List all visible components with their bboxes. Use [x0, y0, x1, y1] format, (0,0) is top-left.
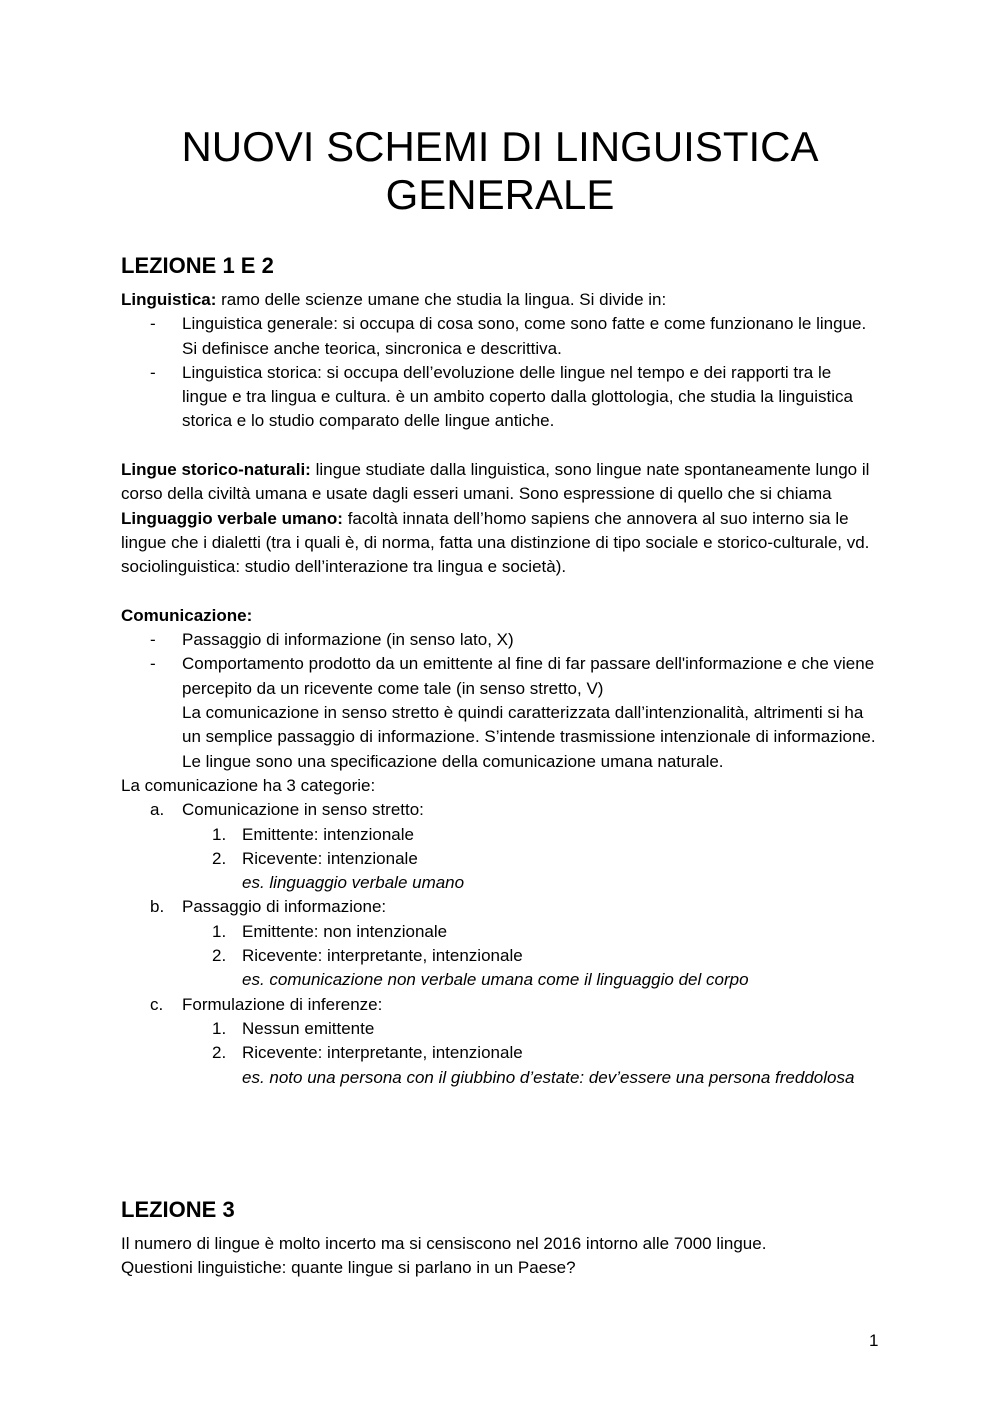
category-label: Passaggio di informazione:: [182, 897, 387, 917]
category-mark: b.: [150, 897, 165, 917]
bullet-mark: -: [150, 362, 156, 382]
paragraph-lingue-storico-naturali: [121, 458, 881, 507]
numbered-item: [121, 1041, 881, 1065]
numbered-text: Ricevente: interpretante, intenzionale: [242, 1043, 523, 1063]
numbered-item: [121, 944, 881, 968]
heading-lezione-3: LEZIONE 3: [121, 1197, 235, 1222]
definition-lingue-storico-naturali: lingue studiate dalla linguistica, sono lingue nate spontaneamente lungo il corso della civiltà umana e usate dagli esseri umani. Sono espressione di quello che si chiama: [121, 460, 870, 504]
number-mark: 1.: [212, 921, 227, 941]
example-text: es. linguaggio verbale umano: [242, 873, 465, 893]
example-text: es. comunicazione non verbale umana come il linguaggio del corpo: [242, 970, 749, 990]
numbered-item: [121, 823, 881, 847]
bullet-mark: -: [150, 654, 156, 674]
categorie-intro: La comunicazione ha 3 categorie:: [121, 775, 376, 795]
list-item: [121, 361, 881, 434]
bullet-text: Linguistica storica: si occupa dell’evoluzione delle lingue nel tempo e dei rapporti tra le lingue e tra lingua e cultura. è un ambito coperto dalla glottologia, che studia la linguistica storica e lo studio comparato delle lingue antiche.: [182, 362, 853, 431]
definition-linguistica: ramo delle scienze umane che studia la lingua. Si divide in:: [216, 290, 667, 309]
term-linguaggio-verbale: Linguaggio verbale umano:: [121, 508, 343, 528]
section-lezione-3: [121, 1232, 881, 1281]
paragraph-line: Il numero di lingue è molto incerto ma si censiscono nel 2016 intorno alle 7000 lingue.: [121, 1234, 767, 1253]
bullet-text: Passaggio di informazione (in senso lato, X): [182, 630, 514, 650]
bullet-mark: -: [150, 314, 156, 334]
example-text: es. noto una persona con il giubbino d’estate: dev’essere una persona freddolosa: [242, 1067, 855, 1087]
bullet-continuation: La comunicazione in senso stretto è quindi caratterizzata dall’intenzionalità, altrimenti si ha un semplice passaggio di informazione. S’intende trasmissione intenzionale di informazione. Le lingue sono una specificazione della comunicazione umana naturale.: [182, 703, 876, 771]
number-mark: 1.: [212, 824, 227, 844]
paragraph-linguaggio-verbale: [121, 507, 881, 580]
numbered-item: [121, 1017, 881, 1041]
number-mark: 2.: [212, 1043, 227, 1063]
numbered-text: Ricevente: intenzionale: [242, 848, 418, 868]
document-title: [121, 123, 879, 219]
paragraph-line: Questioni linguistiche: quante lingue si parlano in un Paese?: [121, 1258, 576, 1278]
bullet-text: Comportamento prodotto da un emittente al fine di far passare dell'informazione e che viene percepito da un ricevente come tale (in senso stretto, V): [182, 654, 875, 698]
numbered-text: Emittente: intenzionale: [242, 824, 414, 844]
title-line-1: NUOVI SCHEMI DI LINGUISTICA: [181, 123, 819, 170]
heading-lezione-1-2: LEZIONE 1 E 2: [121, 253, 274, 278]
category-item: [121, 895, 881, 919]
list-item: [121, 652, 881, 773]
title-line-2: GENERALE: [385, 171, 615, 218]
number-mark: 1.: [212, 1018, 227, 1038]
term-linguistica: Linguistica:: [121, 290, 217, 309]
numbered-item: [121, 847, 881, 871]
number-mark: 2.: [212, 848, 227, 868]
definition-linguaggio-verbale: facoltà innata dell’homo sapiens che annovera al suo interno sia le lingue che i dialetti (tra i quali è, di norma, fatta una distinzione di tipo sociale e storico-culturale, vd. sociolinguistica: studio dell’interazione tra lingua e società).: [121, 508, 870, 577]
list-item: [121, 312, 881, 361]
bullet-text: Linguistica generale: si occupa di cosa sono, come sono fatte e come funzionano le lingue. Si definisce anche teorica, sincronica e descrittiva.: [182, 314, 867, 358]
paragraph-linguistica: [121, 288, 881, 312]
category-label: Comunicazione in senso stretto:: [182, 800, 424, 820]
numbered-text: Emittente: non intenzionale: [242, 921, 448, 941]
number-mark: 2.: [212, 946, 227, 966]
category-item: [121, 993, 881, 1017]
term-lingue-storico-naturali: Lingue storico-naturali:: [121, 460, 311, 480]
page-number: 1: [869, 1331, 879, 1350]
numbered-text: Ricevente: interpretante, intenzionale: [242, 946, 523, 966]
numbered-text: Nessun emittente: [242, 1018, 375, 1038]
category-mark: c.: [150, 994, 164, 1014]
category-label: Formulazione di inferenze:: [182, 994, 383, 1014]
bullet-mark: -: [150, 630, 156, 650]
term-comunicazione: Comunicazione:: [121, 605, 253, 625]
category-item: [121, 798, 881, 822]
section-lezione-1-2: [121, 288, 881, 1090]
numbered-item: [121, 920, 881, 944]
list-item: [121, 628, 881, 652]
category-mark: a.: [150, 800, 165, 820]
